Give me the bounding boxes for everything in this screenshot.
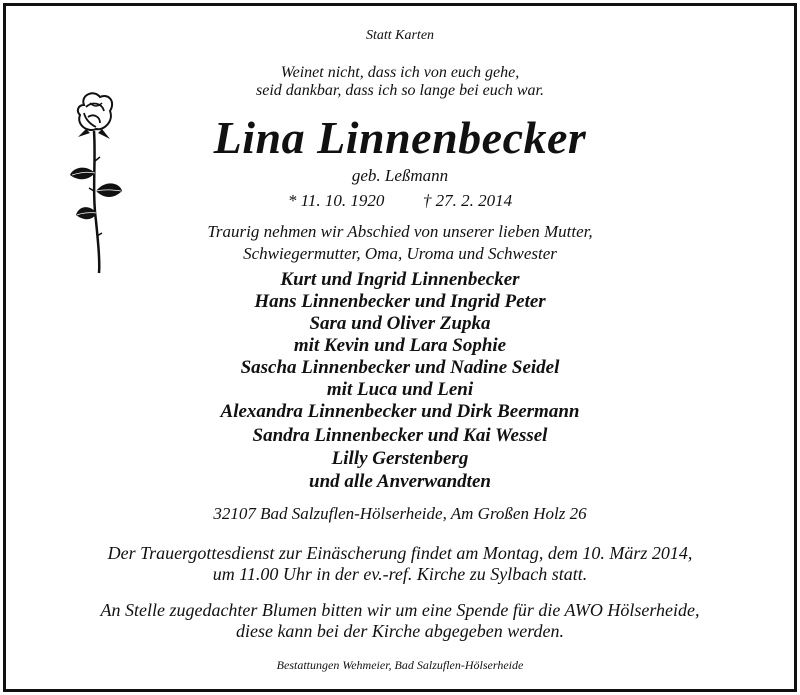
mourner-line: Hans Linnenbecker und Ingrid Peter	[254, 291, 546, 312]
donation-line-1: An Stelle zugedachter Blumen bitten wir um eine Spende für die AWO Hölserheide,	[100, 600, 700, 620]
mourner-line: mit Luca und Leni	[326, 379, 474, 400]
deceased-name: Lina Linnenbecker	[213, 112, 587, 163]
mourner-line: Sandra Linnenbecker und Kai Wessel	[252, 425, 548, 446]
mourner-line: Sascha Linnenbecker und Nadine Seidel	[240, 357, 560, 378]
mourner-line: Sara und Oliver Zupka	[309, 313, 491, 334]
mourner-line: Alexandra Linnenbecker und Dirk Beermann	[220, 401, 580, 422]
obituary-notice	[3, 3, 797, 692]
verse-line-2: seid dankbar, dass ich so lange bei euch war.	[256, 82, 544, 99]
intro-line-2: Schwiegermutter, Oma, Uroma und Schwester	[243, 244, 557, 263]
verse-line-1: Weinet nicht, dass ich von euch gehe,	[280, 64, 520, 81]
address: 32107 Bad Salzuflen-Hölserheide, Am Großen Holz 26	[213, 504, 587, 523]
death-date: † 27. 2. 2014	[422, 191, 513, 210]
intro-line-1: Traurig nehmen wir Abschied von unserer lieben Mutter,	[207, 222, 593, 241]
birth-name: geb. Leßmann	[351, 166, 449, 185]
birth-date: * 11. 10. 1920	[287, 191, 385, 210]
funeral-home: Bestattungen Wehmeier, Bad Salzuflen-Hölserheide	[276, 658, 524, 672]
life-dates	[6, 191, 794, 211]
donation-line-2: diese kann bei der Kirche abgegeben werden.	[235, 621, 565, 641]
service-line-1: Der Trauergottesdienst zur Einäscherung findet am Montag, dem 10. März 2014,	[107, 543, 693, 563]
mourner-line: Kurt und Ingrid Linnenbecker	[280, 269, 520, 290]
mourner-line: mit Kevin und Lara Sophie	[293, 335, 507, 356]
service-line-2: um 11.00 Uhr in der ev.-ref. Kirche zu Sylbach statt.	[212, 564, 588, 584]
header-note: Statt Karten	[365, 28, 435, 43]
mourner-line: und alle Anverwandten	[309, 471, 491, 492]
mourner-line: Lilly Gerstenberg	[331, 448, 469, 469]
